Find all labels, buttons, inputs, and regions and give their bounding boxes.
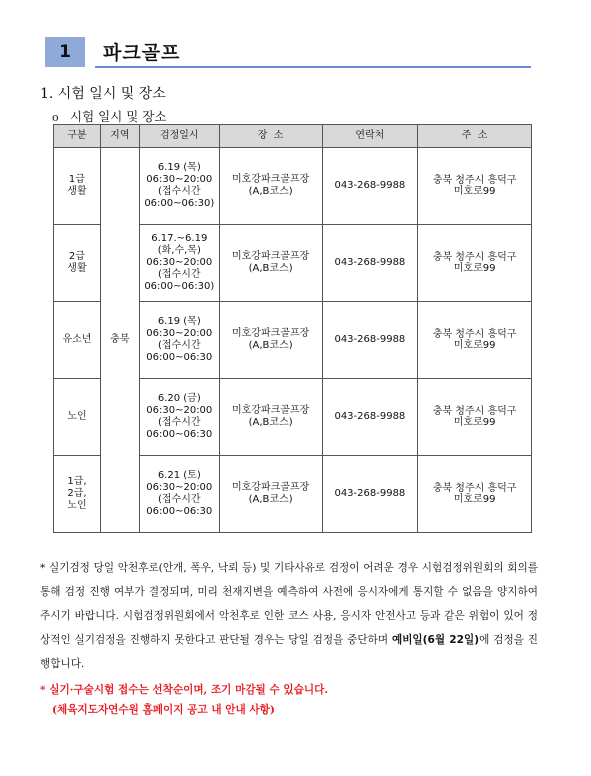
cell-category: 노인: [54, 379, 101, 456]
section-number-badge: 1: [45, 37, 85, 67]
cell-address: 충북 청주시 흥덕구 미호로99: [418, 148, 532, 225]
cell-datetime: 6.20 (금) 06:30~20:00 (접수시간 06:00~06:30: [139, 379, 219, 456]
title-underline: [95, 66, 531, 68]
col-header-category: 구분: [54, 125, 101, 148]
warning-line-2: (체육지도자연수원 홈페이지 공고 내 안내 사항): [52, 704, 275, 716]
reserve-day-text: 예비일(6월 22일): [391, 634, 480, 646]
cell-place: 미호강파크골프장 (A,B코스): [219, 302, 322, 379]
cell-place: 미호강파크골프장 (A,B코스): [219, 456, 322, 533]
cell-place: 미호강파크골프장 (A,B코스): [219, 379, 322, 456]
bullet-icon: o: [52, 111, 59, 124]
cell-phone: 043-268-9988: [322, 225, 418, 302]
page-title: 파크골프: [103, 42, 181, 64]
cell-datetime: 6.21 (토) 06:30~20:00 (접수시간 06:00~06:30: [139, 456, 219, 533]
weather-notice: [40, 556, 538, 676]
cell-address: 충북 청주시 흥덕구 미호로99: [418, 456, 532, 533]
cell-category: 1급, 2급, 노인: [54, 456, 101, 533]
cell-place: 미호강파크골프장 (A,B코스): [219, 225, 322, 302]
cell-category: 2급 생활: [54, 225, 101, 302]
cell-datetime: 6.19 (목) 06:30~20:00 (접수시간 06:00~06:30): [139, 148, 219, 225]
schedule-table: [53, 124, 532, 533]
cell-datetime: 6.17.~6.19 (화,수,목) 06:30~20:00 (접수시간 06:00~06:30): [139, 225, 219, 302]
subsection-heading-text: 시험 일시 및 장소: [70, 109, 167, 124]
cell-place: 미호강파크골프장 (A,B코스): [219, 148, 322, 225]
warning-line-1: * 실기·구술시험 접수는 선착순이며, 조기 마감될 수 있습니다.: [40, 684, 329, 696]
registration-warning: [40, 680, 328, 720]
notice-text: * 실기검정 당일 악천후로(안개, 폭우, 낙뢰 등) 및 기타사유로 검정이 어려운 경우 시험검정위원회의 회의를 통해 검정 진행 여부가 결정되며, 미리 천재지변을 예측하여 사전에 응시자에게 통지할 수 없음을 양지하여 주시기 바랍니다. 시험검정위원회에서 악천후로 인한 코스 사용, 응시자 안전사고 등과 같은 위험이 있어 정상적인 실기검정을 진행하지 못한다고 판단될 경우는 당일 검정을 중단하며: [40, 562, 538, 646]
table-row: [54, 148, 532, 225]
col-header-datetime: 검정일시: [139, 125, 219, 148]
col-header-region: 지역: [100, 125, 139, 148]
cell-phone: 043-268-9988: [322, 302, 418, 379]
notice-text-end: 에 검정을 진행합니다.: [40, 634, 539, 670]
cell-phone: 043-268-9988: [322, 456, 418, 533]
cell-phone: 043-268-9988: [322, 379, 418, 456]
cell-address: 충북 청주시 흥덕구 미호로99: [418, 225, 532, 302]
col-header-address: 주 소: [418, 125, 532, 148]
cell-address: 충북 청주시 흥덕구 미호로99: [418, 302, 532, 379]
table-header-row: [54, 125, 532, 148]
subsection-heading: [52, 107, 166, 125]
col-header-phone: 연락처: [322, 125, 418, 148]
section-heading: 1. 시험 일시 및 장소: [40, 86, 166, 102]
cell-phone: 043-268-9988: [322, 148, 418, 225]
cell-category: 1급 생활: [54, 148, 101, 225]
cell-datetime: 6.19 (목) 06:30~20:00 (접수시간 06:00~06:30: [139, 302, 219, 379]
cell-region: 충북: [100, 148, 139, 533]
cell-address: 충북 청주시 흥덕구 미호로99: [418, 379, 532, 456]
col-header-place: 장 소: [219, 125, 322, 148]
cell-category: 유소년: [54, 302, 101, 379]
